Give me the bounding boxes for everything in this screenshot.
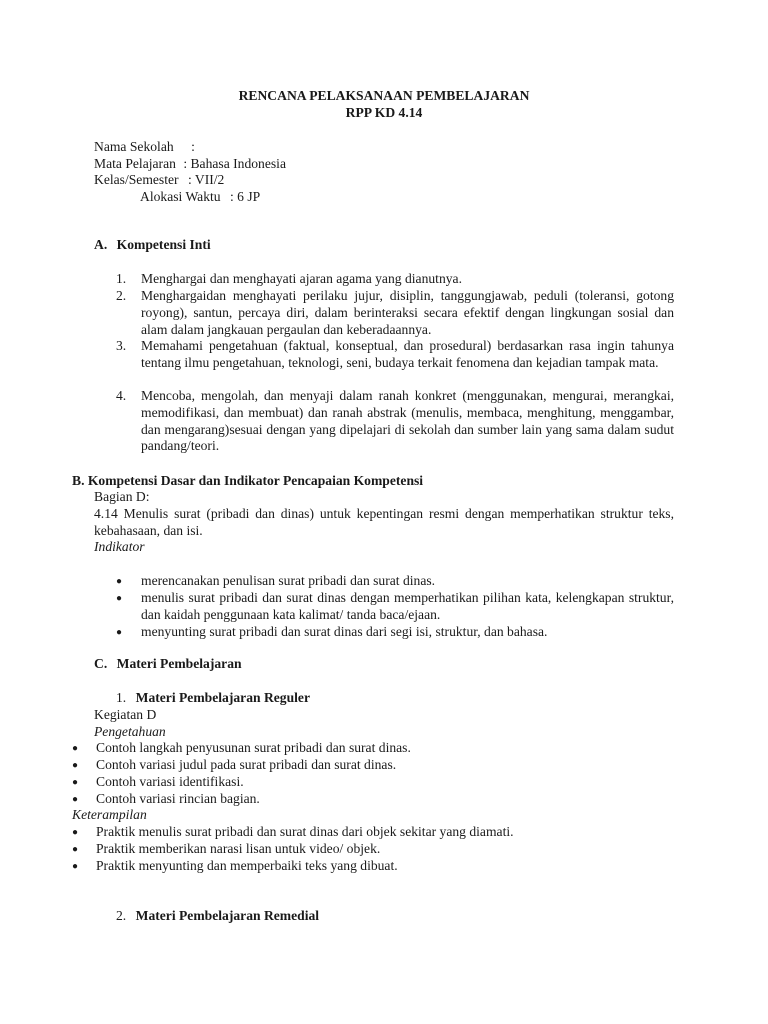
- list-text: menulis surat pribadi dan surat dinas dengan memperhatikan pilihan kata, kelengkapan struktur, dan kaidah penggunaan kata kalimat/ tanda baca/ejaan.: [141, 590, 674, 622]
- list-number: 1.: [116, 271, 127, 286]
- list-text: Contoh langkah penyusunan surat pribadi dan surat dinas.: [96, 740, 411, 755]
- subsection-2-heading: [116, 908, 319, 925]
- skills-label: Keterampilan: [72, 807, 147, 822]
- list-text: menyunting surat pribadi dan surat dinas dari segi isi, struktur, dan bahasa.: [141, 624, 548, 639]
- bullet-icon: ●: [72, 743, 79, 754]
- bullet-icon: ●: [116, 593, 123, 604]
- list-text: merencanakan penulisan surat pribadi dan surat dinas.: [141, 573, 436, 588]
- list-item: [116, 388, 674, 455]
- list-item: [72, 740, 411, 757]
- class-value: : VII/2: [187, 172, 225, 187]
- section-c-heading: [94, 656, 242, 673]
- subject-row: [94, 156, 286, 173]
- list-text: Praktik menulis surat pribadi dan surat dinas dari objek sekitar yang diamati.: [96, 824, 514, 839]
- section-a-marker: A.: [94, 237, 108, 252]
- school-label: Nama Sekolah: [94, 139, 174, 154]
- section-b-kd: 4.14 Menulis surat (pribadi dan dinas) untuk kepentingan resmi dengan memperhatikan struktur teks, kebahasaan, dan isi.: [94, 506, 674, 538]
- bullet-icon: ●: [72, 794, 79, 805]
- section-a-title: Kompetensi Inti: [116, 237, 211, 252]
- list-item: [116, 590, 674, 624]
- list-item: [116, 624, 674, 641]
- list-item: [116, 573, 674, 590]
- document-title: RENCANA PELAKSANAAN PEMBELAJARAN: [238, 88, 530, 103]
- class-row: [94, 172, 224, 189]
- section-c-marker: C.: [94, 656, 108, 671]
- activity-label: Kegiatan D: [94, 707, 157, 722]
- subject-value: : Bahasa Indonesia: [183, 156, 286, 171]
- list-item: [72, 757, 396, 774]
- list-item: [72, 791, 260, 808]
- list-text: Menghargai dan menghayati ajaran agama yang dianutnya.: [141, 271, 462, 286]
- section-b-heading: B. Kompetensi Dasar dan Indikator Pencapaian Kompetensi: [72, 473, 424, 488]
- class-label: Kelas/Semester: [94, 172, 179, 187]
- list-item: [72, 824, 514, 841]
- subsection-1-title: Materi Pembelajaran Reguler: [135, 690, 310, 705]
- document-subtitle: RPP KD 4.14: [345, 105, 423, 120]
- school-separator: :: [191, 139, 195, 154]
- bullet-icon: ●: [72, 827, 79, 838]
- list-item: [72, 774, 244, 791]
- subject-label: Mata Pelajaran: [94, 156, 176, 171]
- bullet-icon: ●: [72, 760, 79, 771]
- list-number: 2.: [116, 288, 127, 303]
- list-text: Praktik menyunting dan memperbaiki teks yang dibuat.: [96, 858, 398, 873]
- list-text: Mencoba, mengolah, dan menyaji dalam ranah konkret (menggunakan, mengurai, merangkai, memodifikasi, dan membuat) dan ranah abstrak (menulis, membaca, menghitung, menggambar, dan mengarang)sesuai dengan yang dipelajari di sekolah dan sumber lain yang sama dalam sudut pandang/teori.: [141, 388, 674, 454]
- subsection-1-heading: [116, 690, 310, 707]
- list-number: 4.: [116, 388, 127, 403]
- section-b-part: Bagian D:: [94, 489, 150, 504]
- bullet-icon: ●: [72, 844, 79, 855]
- list-text: Contoh variasi rincian bagian.: [96, 791, 260, 806]
- indicator-label: Indikator: [94, 539, 145, 554]
- time-value: : 6 JP: [230, 189, 261, 204]
- time-row: [140, 189, 260, 206]
- list-item: [116, 271, 674, 288]
- list-item: [116, 338, 674, 372]
- list-text: Menghargaidan menghayati perilaku jujur, disiplin, tanggungjawab, peduli (toleransi, gotong royong), santun, percaya diri, dalam berinteraksi secara efektif dengan lingkungan sosial dan alam dalam jangkauan pergaulan dan keberadaannya.: [141, 288, 674, 337]
- list-text: Contoh variasi judul pada surat pribadi dan surat dinas.: [96, 757, 397, 772]
- section-c-title: Materi Pembelajaran: [116, 656, 242, 671]
- list-item: [116, 288, 674, 338]
- time-label: Alokasi Waktu: [140, 189, 221, 204]
- list-text: Praktik memberikan narasi lisan untuk video/ objek.: [96, 841, 381, 856]
- list-item: [72, 841, 380, 858]
- list-item: [72, 858, 398, 875]
- section-a-heading: [94, 237, 211, 254]
- bullet-icon: ●: [116, 627, 123, 638]
- subsection-2-number: 2.: [116, 908, 127, 923]
- subsection-2-title: Materi Pembelajaran Remedial: [135, 908, 320, 923]
- bullet-icon: ●: [72, 777, 79, 788]
- bullet-icon: ●: [116, 576, 123, 587]
- list-text: Memahami pengetahuan (faktual, konseptual, dan prosedural) berdasarkan rasa ingin tahunya tentang ilmu pengetahuan, teknologi, seni, budaya terkait fenomena dan kejadian tampak mata.: [141, 338, 674, 370]
- bullet-icon: ●: [72, 861, 79, 872]
- subsection-1-number: 1.: [116, 690, 127, 705]
- list-number: 3.: [116, 338, 127, 353]
- list-text: Contoh variasi identifikasi.: [96, 774, 244, 789]
- knowledge-label: Pengetahuan: [94, 724, 166, 739]
- school-row: [94, 139, 195, 156]
